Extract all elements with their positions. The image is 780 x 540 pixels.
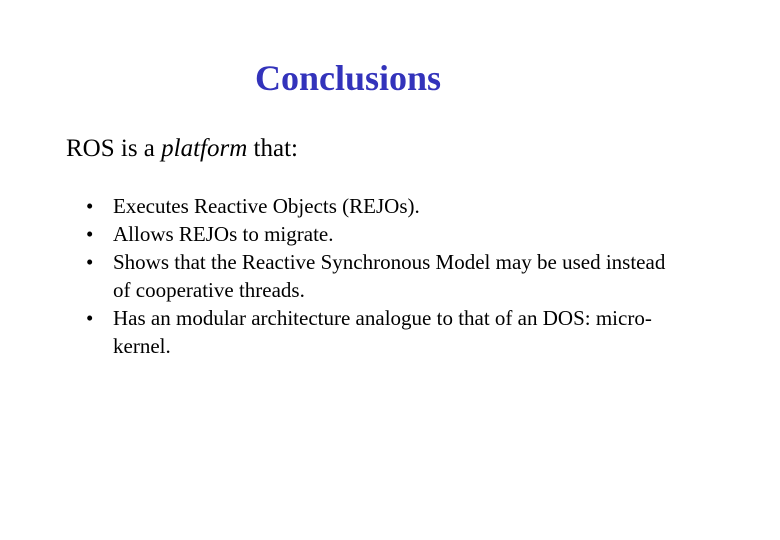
intro-text	[66, 133, 298, 165]
bullet-text: Allows REJOs to migrate.	[113, 222, 334, 246]
bullet-text: Shows that the Reactive Synchronous Model may be used instead of cooperative threads.	[113, 250, 666, 302]
intro-emphasis: platform	[161, 135, 248, 162]
bullet-text: Has an modular architecture analogue to that of an DOS: micro- kernel.	[113, 306, 652, 358]
bullet-item	[86, 192, 766, 220]
bullet-item	[86, 248, 766, 304]
bullet-icon: •	[86, 250, 94, 274]
bullet-text: Executes Reactive Objects (REJOs).	[113, 194, 420, 218]
bullet-item	[86, 220, 766, 248]
intro-prefix: ROS is a	[66, 135, 162, 162]
bullet-icon: •	[86, 306, 94, 330]
intro-suffix: that:	[247, 135, 298, 162]
bullet-item	[86, 304, 766, 360]
bullet-icon: •	[86, 222, 94, 246]
bullet-list	[86, 192, 766, 360]
slide-title: Conclusions	[255, 58, 442, 98]
bullet-icon: •	[86, 194, 94, 218]
